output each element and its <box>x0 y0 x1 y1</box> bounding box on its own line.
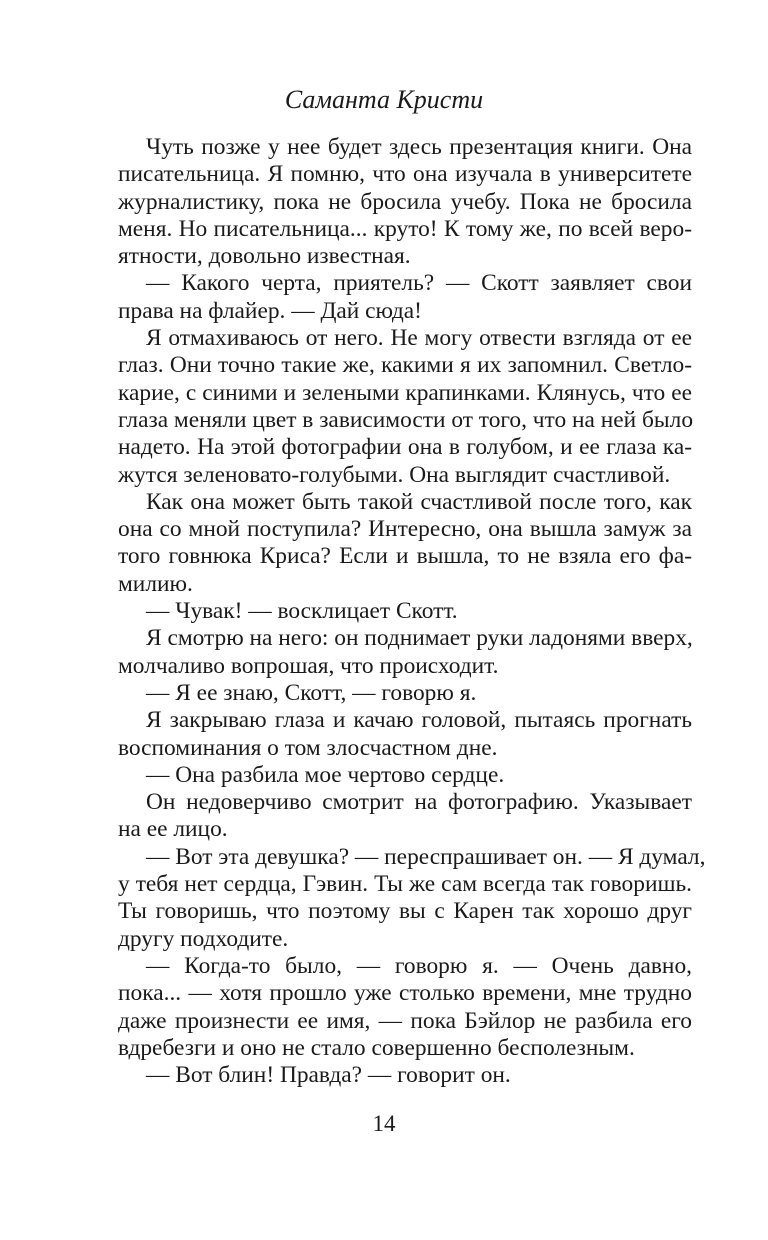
paragraph <box>118 489 692 598</box>
text-line: Я смотрю на него: он поднимает руки ладонями вверх, <box>146 625 693 652</box>
text-line: — Я ее знаю, Скотт, — говорю я. <box>146 679 477 706</box>
page-number: 14 <box>372 1111 396 1136</box>
paragraph <box>118 789 692 844</box>
paragraph <box>118 325 692 489</box>
text-line: милию. <box>118 570 193 597</box>
text-line: на ее лицо. <box>118 816 228 843</box>
text-line: ятности, довольно известная. <box>118 243 411 270</box>
paragraph <box>118 707 692 762</box>
paragraph <box>118 270 692 325</box>
text-line: меня. Но писательница... круто! К тому же, по всей веро- <box>118 215 692 242</box>
text-line: — Она разбила мое чертово сердце. <box>146 761 505 788</box>
text-line: у тебя нет сердца, Гэвин. Ты же сам всегда так говоришь. <box>118 871 692 898</box>
running-title: Саманта Кристи <box>284 85 484 114</box>
text-line: даже произнести ее имя, — пока Бэйлор не разбила его <box>118 1007 692 1034</box>
paragraph <box>118 843 706 953</box>
text-line: Я закрываю глаза и качаю головой, пытаясь прогнать <box>146 707 692 734</box>
text-line: — Чувак! — восклицает Скотт. <box>146 598 458 625</box>
text-line: глаз. Они точно такие же, какими я их запомнил. Светло- <box>118 352 692 379</box>
paragraph <box>118 762 692 789</box>
paragraph <box>118 1062 692 1089</box>
text-line: Я отмахиваюсь от него. Не могу отвести взгляда от ее <box>146 325 692 352</box>
text-line: Чуть позже у нее будет здесь презентация книги. Она <box>146 134 692 160</box>
text-line: воспоминания о том злосчастном дне. <box>118 734 498 761</box>
text-line: — Когда-то было, — говорю я. — Очень давно, <box>146 952 692 979</box>
text-line: права на флайер. — Дай сюда! <box>118 297 422 324</box>
body-text <box>118 134 706 1089</box>
paragraph <box>118 625 692 680</box>
text-line: Он недоверчиво смотрит на фотографию. Указывает <box>146 789 692 816</box>
text-line: писательница. Я помню, что она изучала в университете <box>118 161 692 188</box>
text-line: Ты говоришь, что поэтому вы с Карен так хорошо друг <box>118 898 692 925</box>
text-line: пока... — хотя прошло уже столько времени, мне трудно <box>118 980 692 1007</box>
text-line: журналистику, пока не бросила учебу. Пока не бросила <box>118 188 692 215</box>
paragraph <box>118 680 692 707</box>
text-line: Как она может быть такой счастливой после того, как <box>146 488 692 515</box>
text-line: карие, с синими и зелеными крапинками. Клянусь, что ее <box>118 379 692 406</box>
text-line: — Какого черта, приятель? — Скотт заявляет свои <box>146 270 692 297</box>
text-line: она со мной поступила? Интересно, она вышла замуж за <box>118 516 692 543</box>
text-line: — Вот эта девушка? — переспрашивает он. — Я думал, <box>146 843 706 870</box>
text-line: жутся зеленовато-голубыми. Она выглядит счастливой. <box>118 461 671 488</box>
text-line: другу подходите. <box>118 925 289 952</box>
paragraph <box>118 953 692 1062</box>
paragraph <box>118 134 692 270</box>
text-line: глаза меняли цвет в зависимости от того, что на ней было <box>118 406 694 433</box>
text-line: надето. На этой фотографии она в голубом, и ее глаза ка- <box>118 434 692 461</box>
text-line: того говнюка Криса? Если и вышла, то не взяла его фа- <box>118 543 692 570</box>
text-line: — Вот блин! Правда? — говорит он. <box>146 1062 511 1089</box>
paragraph <box>118 598 692 625</box>
text-line: молчаливо вопрошая, что происходит. <box>118 652 499 679</box>
text-line: вдребезги и оно не стало совершенно бесполезным. <box>118 1034 635 1061</box>
